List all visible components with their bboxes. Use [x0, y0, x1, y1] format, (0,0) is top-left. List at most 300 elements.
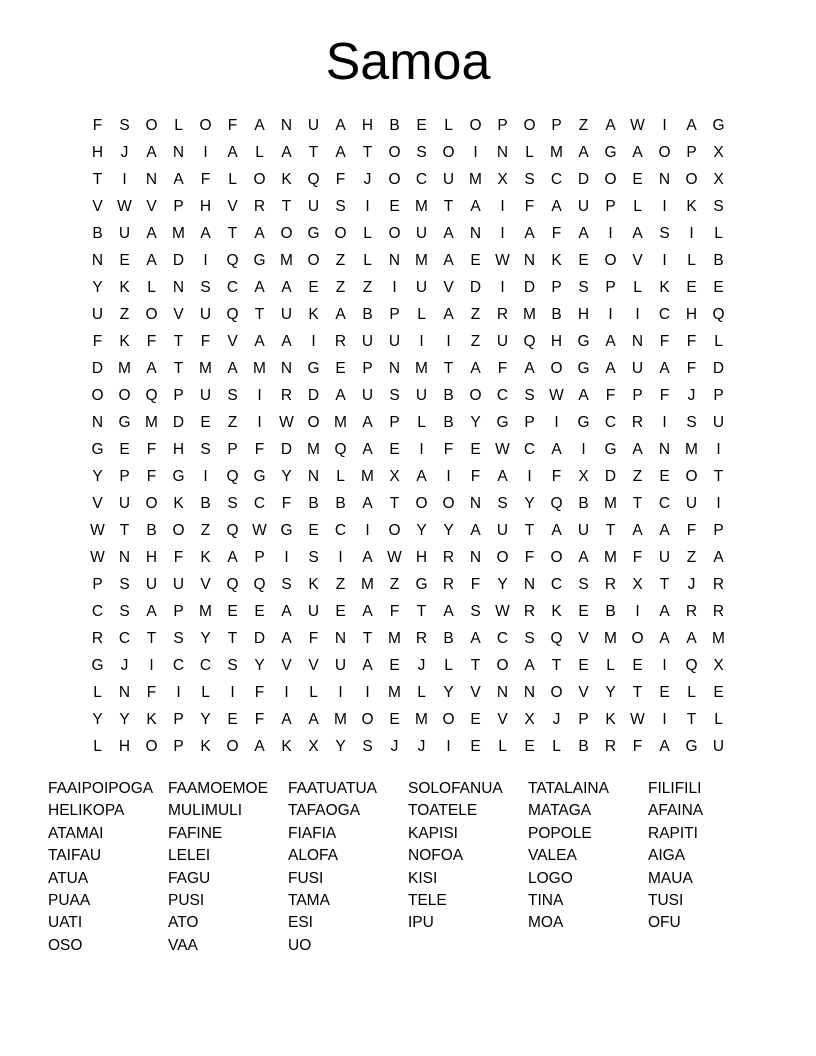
- grid-letter: Q: [226, 576, 239, 593]
- grid-row: [84, 247, 732, 274]
- grid-letter: F: [335, 171, 346, 188]
- grid-letter: F: [443, 441, 454, 458]
- word-list-item: FAAIPOIPOGA: [48, 780, 154, 797]
- grid-letter: A: [578, 144, 589, 161]
- grid-letter: V: [470, 684, 481, 701]
- grid-letter: A: [281, 144, 292, 161]
- grid-letter: G: [253, 468, 266, 485]
- grid-letter: F: [254, 711, 265, 728]
- grid-letter: A: [659, 360, 670, 377]
- grid-letter: E: [389, 198, 400, 215]
- grid-letter: O: [523, 117, 536, 134]
- grid-letter: Z: [362, 279, 373, 296]
- grid-letter: E: [578, 657, 589, 674]
- grid-letter: G: [604, 144, 617, 161]
- grid-letter: J: [552, 711, 561, 728]
- grid-letter: C: [550, 171, 563, 188]
- word-list-item: TINA: [528, 891, 564, 909]
- grid-letter: O: [550, 684, 563, 701]
- grid-letter: I: [662, 252, 667, 269]
- grid-letter: R: [604, 738, 617, 755]
- grid-letter: H: [415, 549, 428, 566]
- grid-letter: P: [713, 522, 724, 539]
- grid-letter: O: [91, 387, 104, 404]
- grid-letter: I: [581, 441, 586, 458]
- grid-letter: J: [417, 738, 426, 755]
- grid-letter: A: [524, 657, 535, 674]
- grid-letter: E: [389, 711, 400, 728]
- grid-row: [84, 625, 732, 652]
- grid-letter: K: [686, 198, 697, 215]
- grid-letter: U: [91, 306, 104, 323]
- grid-letter: D: [172, 252, 185, 269]
- grid-letter: Q: [226, 306, 239, 323]
- grid-letter: F: [308, 630, 319, 647]
- grid-letter: I: [662, 117, 667, 134]
- grid-letter: L: [363, 252, 372, 269]
- word-list-item: FILIFILI: [648, 780, 702, 797]
- grid-letter: O: [145, 495, 158, 512]
- grid-letter: M: [415, 198, 428, 215]
- grid-letter: P: [173, 738, 184, 755]
- grid-letter: K: [551, 603, 562, 620]
- grid-letter: T: [254, 306, 265, 323]
- grid-letter: L: [687, 252, 696, 269]
- grid-letter: K: [281, 171, 292, 188]
- grid-letter: K: [605, 711, 616, 728]
- grid-letter: I: [419, 333, 424, 350]
- grid-letter: B: [146, 522, 157, 539]
- grid-letter: X: [578, 468, 589, 485]
- grid-letter: W: [630, 117, 645, 134]
- grid-letter: U: [334, 657, 347, 674]
- grid-letter: G: [577, 333, 590, 350]
- word-list-item: POPOLE: [528, 824, 592, 842]
- grid-letter: F: [389, 603, 400, 620]
- word-list-item: HELIKOPA: [48, 802, 125, 820]
- grid-letter: I: [500, 225, 505, 242]
- grid-letter: A: [254, 117, 265, 134]
- grid-letter: I: [635, 603, 640, 620]
- grid-letter: Y: [119, 711, 130, 728]
- grid-letter: E: [659, 468, 670, 485]
- grid-letter: N: [658, 441, 671, 458]
- grid-letter: M: [253, 360, 266, 377]
- grid-letter: O: [631, 630, 644, 647]
- grid-letter: U: [658, 549, 671, 566]
- grid-letter: P: [227, 441, 238, 458]
- grid-letter: J: [390, 738, 399, 755]
- grid-letter: W: [630, 711, 645, 728]
- grid-letter: N: [280, 360, 293, 377]
- grid-letter: F: [497, 360, 508, 377]
- grid-letter: Z: [470, 333, 481, 350]
- grid-row: [84, 409, 732, 436]
- grid-letter: F: [524, 549, 535, 566]
- grid-letter: T: [605, 522, 616, 539]
- grid-letter: E: [119, 441, 130, 458]
- grid-letter: P: [173, 603, 184, 620]
- grid-letter: T: [443, 198, 454, 215]
- page-title: Samoa: [325, 33, 491, 91]
- grid-letter: A: [605, 333, 616, 350]
- grid-letter: U: [118, 495, 131, 512]
- grid-letter: L: [417, 306, 426, 323]
- grid-letter: H: [145, 549, 158, 566]
- grid-letter: O: [145, 306, 158, 323]
- grid-letter: Z: [119, 306, 130, 323]
- grid-letter: L: [444, 657, 453, 674]
- grid-letter: C: [658, 306, 671, 323]
- grid-letter: V: [227, 333, 238, 350]
- grid-row: [84, 544, 732, 571]
- grid-letter: A: [227, 549, 238, 566]
- grid-letter: K: [308, 576, 319, 593]
- grid-letter: I: [311, 333, 316, 350]
- grid-letter: A: [335, 117, 346, 134]
- grid-letter: H: [550, 333, 563, 350]
- grid-letter: M: [604, 549, 617, 566]
- grid-letter: B: [605, 603, 616, 620]
- grid-letter: A: [227, 144, 238, 161]
- word-list-item: FAATUATUA: [288, 780, 377, 797]
- grid-letter: F: [686, 522, 697, 539]
- grid-letter: I: [338, 684, 343, 701]
- grid-letter: U: [496, 522, 509, 539]
- grid-letter: Y: [524, 495, 535, 512]
- grid-letter: L: [147, 279, 156, 296]
- grid-letter: C: [334, 522, 347, 539]
- grid-letter: O: [388, 522, 401, 539]
- grid-letter: O: [469, 387, 482, 404]
- grid-letter: E: [578, 252, 589, 269]
- grid-letter: F: [146, 468, 157, 485]
- grid-letter: S: [497, 495, 508, 512]
- grid-letter: J: [687, 576, 696, 593]
- grid-letter: O: [496, 549, 509, 566]
- grid-letter: S: [389, 387, 400, 404]
- grid-letter: O: [118, 387, 131, 404]
- grid-letter: T: [227, 630, 238, 647]
- word-list: [48, 778, 768, 957]
- grid-letter: F: [173, 549, 184, 566]
- grid-letter: W: [279, 414, 294, 431]
- grid-letter: M: [361, 576, 374, 593]
- grid-letter: O: [145, 117, 158, 134]
- word-list-item: NOFOA: [408, 847, 464, 865]
- grid-letter: O: [145, 738, 158, 755]
- grid-letter: G: [604, 441, 617, 458]
- grid-letter: V: [92, 198, 103, 215]
- grid-letter: U: [415, 225, 428, 242]
- grid-letter: E: [308, 522, 319, 539]
- grid-letter: X: [497, 171, 508, 188]
- grid-letter: Q: [226, 468, 239, 485]
- grid-letter: R: [631, 414, 644, 431]
- grid-letter: L: [633, 198, 642, 215]
- grid-letter: M: [469, 171, 482, 188]
- grid-row: [84, 436, 732, 463]
- grid-letter: A: [632, 522, 643, 539]
- grid-letter: N: [469, 549, 482, 566]
- grid-letter: G: [496, 414, 509, 431]
- grid-letter: S: [470, 603, 481, 620]
- grid-letter: Y: [605, 684, 616, 701]
- grid-letter: P: [551, 279, 562, 296]
- grid-letter: M: [118, 360, 131, 377]
- grid-letter: L: [174, 117, 183, 134]
- grid-letter: N: [172, 144, 185, 161]
- grid-letter: P: [605, 279, 616, 296]
- grid-letter: N: [91, 252, 104, 269]
- grid-letter: T: [173, 360, 184, 377]
- grid-letter: O: [172, 522, 185, 539]
- word-list-item: TAIFAU: [48, 847, 102, 865]
- grid-letter: I: [365, 522, 370, 539]
- grid-letter: E: [578, 603, 589, 620]
- grid-letter: P: [389, 414, 400, 431]
- grid-letter: M: [523, 306, 536, 323]
- grid-letter: X: [632, 576, 643, 593]
- grid-letter: Y: [416, 522, 427, 539]
- grid-letter: O: [253, 171, 266, 188]
- grid-letter: O: [334, 225, 347, 242]
- grid-letter: A: [281, 630, 292, 647]
- grid-letter: T: [362, 144, 373, 161]
- word-list-item: TATALAINA: [528, 780, 609, 797]
- grid-letter: K: [200, 738, 211, 755]
- grid-letter: N: [496, 144, 509, 161]
- grid-letter: I: [716, 441, 721, 458]
- grid-letter: I: [203, 468, 208, 485]
- grid-letter: I: [608, 306, 613, 323]
- grid-row: [84, 463, 732, 490]
- grid-letter: B: [578, 495, 589, 512]
- grid-row: [84, 220, 732, 247]
- grid-letter: F: [254, 441, 265, 458]
- word-list-item: ATO: [168, 914, 199, 932]
- grid-letter: L: [255, 144, 264, 161]
- grid-letter: B: [308, 495, 319, 512]
- grid-letter: A: [281, 603, 292, 620]
- grid-letter: Z: [335, 279, 346, 296]
- grid-letter: B: [443, 387, 454, 404]
- grid-letter: O: [226, 738, 239, 755]
- grid-letter: L: [714, 711, 723, 728]
- grid-letter: A: [578, 225, 589, 242]
- word-list-item: KAPISI: [408, 824, 458, 842]
- grid-letter: I: [365, 684, 370, 701]
- grid-letter: U: [307, 198, 320, 215]
- grid-letter: A: [362, 414, 373, 431]
- grid-letter: M: [550, 144, 563, 161]
- word-list-item: TUSI: [648, 891, 684, 909]
- grid-letter: S: [200, 279, 211, 296]
- grid-letter: I: [392, 279, 397, 296]
- grid-letter: F: [200, 171, 211, 188]
- grid-letter: E: [335, 603, 346, 620]
- grid-row: [84, 706, 732, 733]
- grid-letter: A: [146, 144, 157, 161]
- word-list-item: LOGO: [528, 869, 573, 887]
- grid-letter: A: [686, 630, 697, 647]
- grid-letter: A: [254, 225, 265, 242]
- word-list-item: MATAGA: [528, 802, 592, 820]
- grid-letter: C: [199, 657, 212, 674]
- grid-letter: M: [415, 711, 428, 728]
- grid-letter: L: [714, 333, 723, 350]
- grid-letter: R: [442, 549, 455, 566]
- grid-letter: P: [92, 576, 103, 593]
- word-list-item: FIAFIA: [288, 824, 337, 842]
- grid-letter: T: [362, 630, 373, 647]
- grid-row: [84, 139, 732, 166]
- grid-letter: N: [631, 333, 644, 350]
- grid-letter: V: [227, 198, 238, 215]
- grid-letter: T: [632, 495, 643, 512]
- grid-letter: R: [280, 387, 293, 404]
- grid-letter: N: [145, 171, 158, 188]
- grid-letter: R: [685, 603, 698, 620]
- grid-letter: I: [689, 225, 694, 242]
- grid-letter: S: [308, 549, 319, 566]
- grid-letter: P: [389, 306, 400, 323]
- word-list-item: TOATELE: [408, 802, 478, 820]
- grid-letter: O: [658, 144, 671, 161]
- grid-letter: M: [172, 225, 185, 242]
- grid-letter: Q: [685, 657, 698, 674]
- grid-letter: I: [176, 684, 181, 701]
- grid-letter: C: [253, 495, 266, 512]
- grid-letter: P: [605, 198, 616, 215]
- grid-letter: A: [443, 225, 454, 242]
- grid-letter: O: [442, 711, 455, 728]
- grid-letter: I: [446, 468, 451, 485]
- grid-letter: C: [415, 171, 428, 188]
- grid-letter: M: [334, 414, 347, 431]
- grid-letter: E: [389, 657, 400, 674]
- grid-letter: N: [91, 414, 104, 431]
- grid-letter: S: [362, 738, 373, 755]
- grid-letter: I: [284, 549, 289, 566]
- grid-letter: A: [173, 171, 184, 188]
- grid-letter: T: [389, 495, 400, 512]
- grid-letter: Q: [550, 495, 563, 512]
- grid-letter: U: [577, 198, 590, 215]
- grid-letter: F: [524, 198, 535, 215]
- grid-letter: C: [658, 495, 671, 512]
- grid-letter: L: [363, 225, 372, 242]
- word-list-item: UATI: [48, 914, 83, 932]
- word-list-item: TELE: [408, 891, 447, 909]
- grid-letter: I: [365, 198, 370, 215]
- grid-letter: E: [200, 414, 211, 431]
- word-list-item: OSO: [48, 936, 83, 954]
- grid-letter: F: [254, 684, 265, 701]
- grid-letter: A: [362, 549, 373, 566]
- grid-letter: I: [500, 198, 505, 215]
- grid-letter: T: [227, 225, 238, 242]
- grid-letter: I: [149, 657, 154, 674]
- grid-letter: Z: [200, 522, 211, 539]
- grid-letter: N: [280, 117, 293, 134]
- grid-letter: C: [118, 630, 131, 647]
- grid-letter: W: [252, 522, 267, 539]
- grid-letter: H: [361, 117, 374, 134]
- grid-letter: O: [604, 171, 617, 188]
- grid-letter: Y: [470, 414, 481, 431]
- grid-row: [84, 355, 732, 382]
- grid-letter: E: [470, 252, 481, 269]
- grid-letter: L: [552, 738, 561, 755]
- grid-row: [84, 193, 732, 220]
- grid-letter: B: [362, 306, 373, 323]
- grid-letter: V: [578, 630, 589, 647]
- grid-letter: O: [388, 225, 401, 242]
- grid-letter: G: [577, 414, 590, 431]
- grid-row: [84, 274, 732, 301]
- grid-letter: A: [551, 441, 562, 458]
- grid-letter: S: [578, 576, 589, 593]
- grid-letter: S: [686, 414, 697, 431]
- grid-letter: I: [635, 306, 640, 323]
- word-list-item: FAFINE: [168, 824, 223, 842]
- grid-letter: W: [90, 549, 105, 566]
- grid-letter: A: [632, 144, 643, 161]
- grid-letter: E: [470, 441, 481, 458]
- grid-letter: Y: [497, 576, 508, 593]
- grid-row: [84, 679, 732, 706]
- grid-letter: D: [712, 360, 725, 377]
- grid-letter: P: [524, 414, 535, 431]
- word-list-item: ATUA: [48, 869, 89, 887]
- grid-letter: A: [362, 657, 373, 674]
- word-list-item: TAFAOGA: [288, 802, 361, 820]
- grid-letter: R: [334, 333, 347, 350]
- grid-letter: N: [388, 252, 401, 269]
- grid-letter: T: [686, 711, 697, 728]
- grid-letter: A: [254, 279, 265, 296]
- grid-letter: O: [307, 252, 320, 269]
- grid-letter: L: [444, 117, 453, 134]
- grid-letter: V: [146, 198, 157, 215]
- grid-letter: G: [685, 738, 698, 755]
- grid-letter: M: [361, 468, 374, 485]
- grid-letter: E: [524, 738, 535, 755]
- grid-letter: G: [118, 414, 131, 431]
- grid-letter: Y: [200, 711, 211, 728]
- grid-letter: Q: [550, 630, 563, 647]
- grid-letter: U: [145, 576, 158, 593]
- grid-letter: A: [578, 387, 589, 404]
- grid-letter: A: [470, 198, 481, 215]
- grid-letter: E: [659, 684, 670, 701]
- grid-letter: B: [713, 252, 724, 269]
- grid-letter: A: [497, 468, 508, 485]
- grid-letter: R: [442, 576, 455, 593]
- grid-letter: Q: [253, 576, 266, 593]
- grid-letter: T: [443, 360, 454, 377]
- grid-letter: R: [712, 603, 725, 620]
- grid-letter: G: [712, 117, 725, 134]
- grid-letter: L: [228, 171, 237, 188]
- grid-letter: I: [230, 684, 235, 701]
- grid-letter: L: [309, 684, 318, 701]
- grid-letter: T: [308, 144, 319, 161]
- grid-letter: K: [551, 252, 562, 269]
- word-list-item: TAMA: [288, 891, 330, 909]
- grid-letter: P: [497, 117, 508, 134]
